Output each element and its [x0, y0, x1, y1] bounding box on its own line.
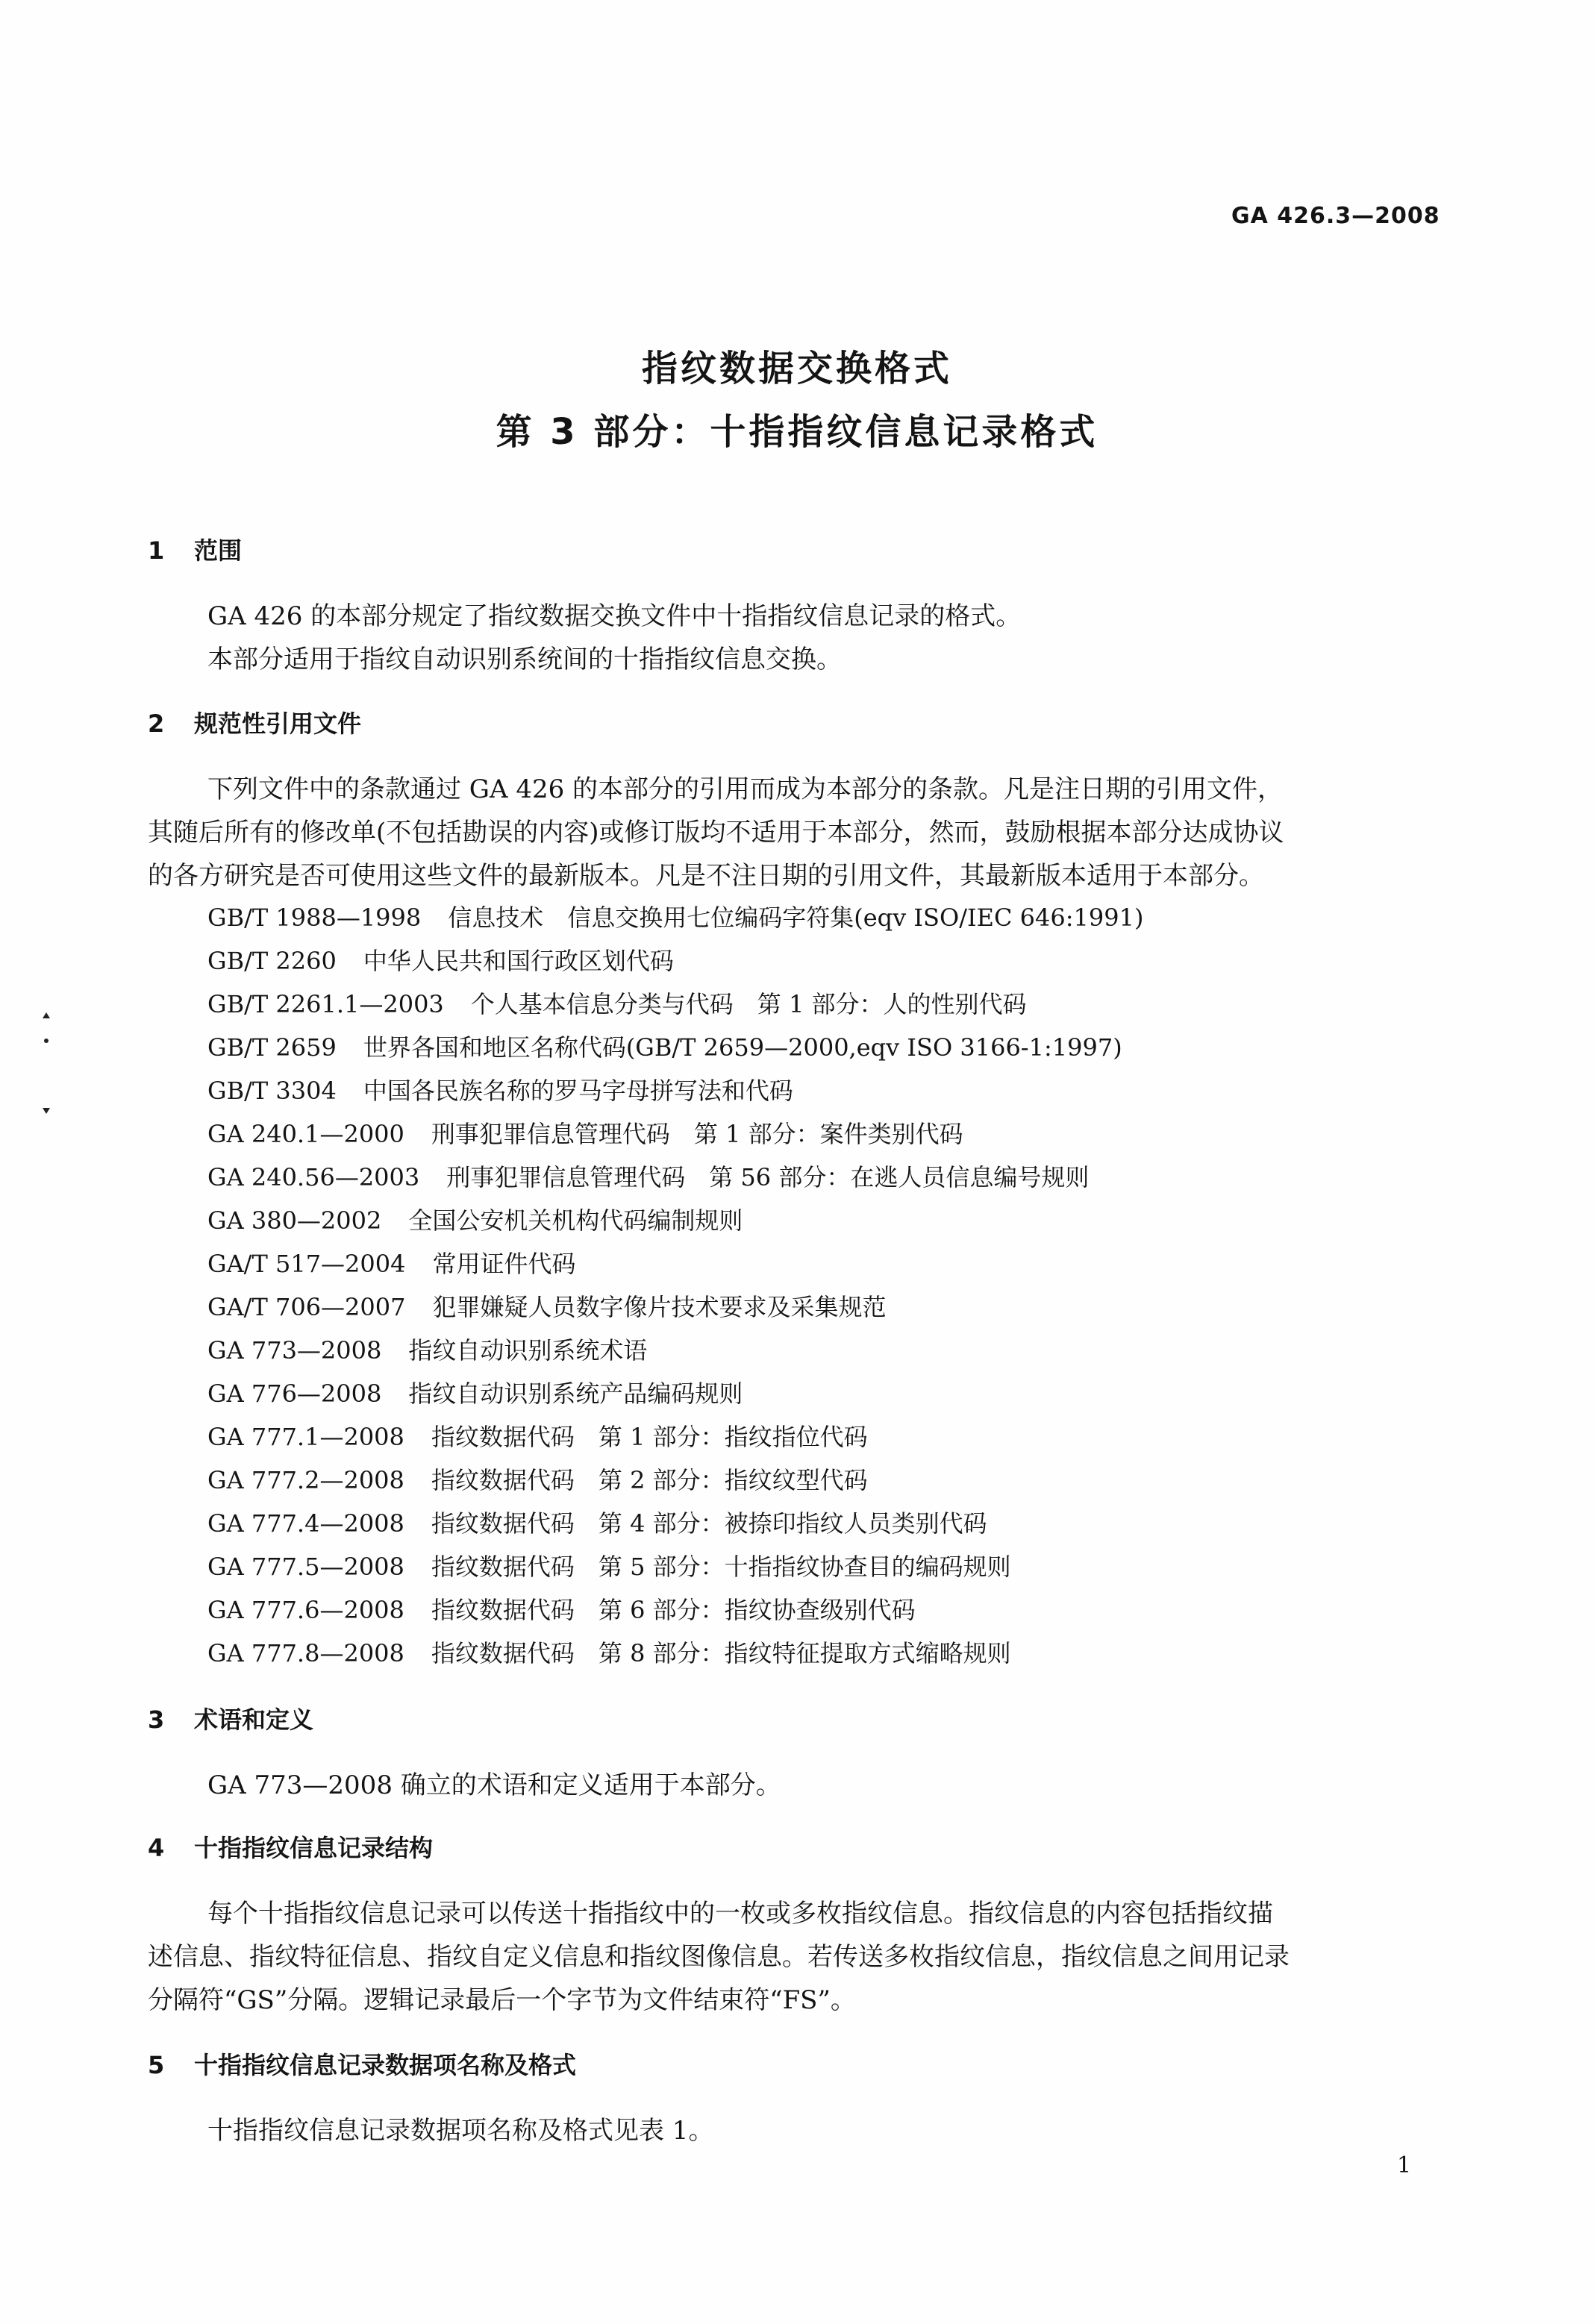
reference-title: 指纹数据代码 第 4 部分：被捺印指纹人员类别代码	[431, 1509, 987, 1538]
reference-item	[207, 899, 1143, 933]
binding-marks	[39, 1011, 54, 1130]
page-number: 1	[1397, 2152, 1412, 2179]
reference-item	[207, 1418, 868, 1453]
reference-title: 刑事犯罪信息管理代码 第 1 部分：案件类别代码	[431, 1120, 963, 1148]
section-number: 4	[148, 1834, 165, 1862]
reference-code: GA 777.2—2008	[207, 1466, 404, 1494]
section-number: 5	[148, 2051, 165, 2079]
reference-item	[207, 1505, 987, 1539]
reference-item	[207, 1245, 576, 1280]
reference-title: 个人基本信息分类与代码 第 1 部分：人的性别代码	[470, 990, 1027, 1018]
paragraph-line: 述信息、指纹特征信息、指纹自定义信息和指纹图像信息。若传送多枚指纹信息，指纹信息之间用记录	[148, 1942, 1290, 1972]
reference-item	[207, 1548, 1011, 1582]
reference-title: 指纹自动识别系统术语	[408, 1336, 648, 1365]
reference-item	[207, 1591, 916, 1626]
section-5-heading	[148, 2046, 576, 2081]
paragraph: 十指指纹信息记录数据项名称及格式见表 1。	[207, 2116, 714, 2146]
section-title: 规范性引用文件	[194, 710, 362, 738]
reference-item	[207, 1029, 1122, 1063]
reference-code: GA 777.1—2008	[207, 1423, 404, 1451]
reference-code: GB/T 2659	[207, 1033, 337, 1062]
reference-item	[207, 1072, 793, 1106]
section-title: 十指指纹信息记录数据项名称及格式	[194, 2051, 577, 2079]
reference-title: 信息技术 信息交换用七位编码字符集(eqv ISO/IEC 646:1991)	[448, 903, 1144, 932]
reference-title: 中华人民共和国行政区划代码	[363, 947, 674, 975]
paragraph-line: 下列文件中的条款通过 GA 426 的本部分的引用而成为本部分的条款。凡是注日期的引用文件，	[207, 774, 1284, 804]
reference-title: 全国公安机关机构代码编制规则	[408, 1206, 743, 1235]
section-4-heading	[148, 1829, 433, 1864]
reference-code: GB/T 1988—1998	[207, 903, 422, 932]
paragraph-line: 分隔符“GS”分隔。逻辑记录最后一个字节为文件结束符“FS”。	[148, 1985, 856, 2015]
paragraph: 本部分适用于指纹自动识别系统间的十指指纹信息交换。	[207, 645, 842, 674]
reference-item	[207, 1462, 868, 1496]
paragraph: GA 773—2008 确立的术语和定义适用于本部分。	[207, 1770, 781, 1800]
section-title: 术语和定义	[194, 1706, 314, 1734]
reference-title: 指纹数据代码 第 6 部分：指纹协查级别代码	[431, 1596, 916, 1624]
document-subtitle: 第 3 部分：十指指纹信息记录格式	[496, 411, 1098, 453]
reference-item	[207, 986, 1027, 1020]
reference-code: GB/T 3304	[207, 1077, 337, 1105]
section-3-heading	[148, 1701, 313, 1735]
reference-item	[207, 1202, 743, 1236]
reference-title: 世界各国和地区名称代码(GB/T 2659—2000,eqv ISO 3166-1:1997)	[363, 1033, 1122, 1062]
reference-item	[207, 1375, 743, 1409]
reference-code: GA 777.8—2008	[207, 1639, 404, 1667]
reference-item	[207, 1115, 963, 1150]
reference-item	[207, 1635, 1011, 1669]
section-1-heading	[148, 532, 242, 566]
reference-code: GB/T 2261.1—2003	[207, 990, 444, 1018]
section-title: 范围	[194, 536, 243, 565]
document-title: 指纹数据交换格式	[641, 348, 952, 389]
section-title: 十指指纹信息记录结构	[194, 1834, 434, 1862]
reference-title: 指纹数据代码 第 5 部分：十指指纹协查目的编码规则	[431, 1553, 1011, 1581]
reference-code: GB/T 2260	[207, 947, 337, 975]
reference-code: GA 240.56—2003	[207, 1163, 420, 1191]
section-2-heading	[148, 705, 361, 739]
reference-title: 中国各民族名称的罗马字母拼写法和代码	[363, 1077, 793, 1105]
reference-code: GA/T 706—2007	[207, 1293, 406, 1321]
paragraph-line: 每个十指指纹信息记录可以传送十指指纹中的一枚或多枚指纹信息。指纹信息的内容包括指纹描	[207, 1899, 1273, 1929]
reference-title: 刑事犯罪信息管理代码 第 56 部分：在逃人员信息编号规则	[446, 1163, 1090, 1191]
reference-code: GA/T 517—2004	[207, 1250, 406, 1278]
section-number: 3	[148, 1706, 165, 1734]
triangle-down-icon	[43, 1108, 50, 1114]
reference-code: GA 777.4—2008	[207, 1509, 404, 1538]
reference-item	[207, 942, 674, 977]
paragraph-line: 其随后所有的修改单(不包括勘误的内容)或修订版均不适用于本部分，然而，鼓励根据本部分达成协议	[148, 818, 1284, 848]
reference-code: GA 240.1—2000	[207, 1120, 404, 1148]
reference-code: GA 777.5—2008	[207, 1553, 404, 1581]
reference-title: 常用证件代码	[432, 1250, 576, 1278]
reference-title: 指纹数据代码 第 1 部分：指纹指位代码	[431, 1423, 868, 1451]
section-number: 1	[148, 536, 165, 565]
reference-code: GA 777.6—2008	[207, 1596, 404, 1624]
reference-title: 指纹数据代码 第 8 部分：指纹特征提取方式缩略规则	[431, 1639, 1011, 1667]
reference-title: 犯罪嫌疑人员数字像片技术要求及采集规范	[432, 1293, 887, 1321]
reference-code: GA 773—2008	[207, 1336, 382, 1365]
reference-code: GA 776—2008	[207, 1379, 382, 1408]
standard-code: GA 426.3—2008	[1231, 203, 1440, 229]
reference-title: 指纹数据代码 第 2 部分：指纹纹型代码	[431, 1466, 868, 1494]
triangle-up-icon	[43, 1012, 50, 1018]
reference-item	[207, 1159, 1089, 1193]
paragraph: GA 426 的本部分规定了指纹数据交换文件中十指指纹信息记录的格式。	[207, 601, 1022, 631]
reference-item	[207, 1332, 647, 1366]
reference-item	[207, 1288, 887, 1323]
paragraph-line: 的各方研究是否可使用这些文件的最新版本。凡是不注日期的引用文件，其最新版本适用于本部分。	[148, 861, 1264, 891]
reference-code: GA 380—2002	[207, 1206, 382, 1235]
section-number: 2	[148, 710, 165, 738]
reference-title: 指纹自动识别系统产品编码规则	[408, 1379, 743, 1408]
dot-icon	[44, 1039, 49, 1043]
